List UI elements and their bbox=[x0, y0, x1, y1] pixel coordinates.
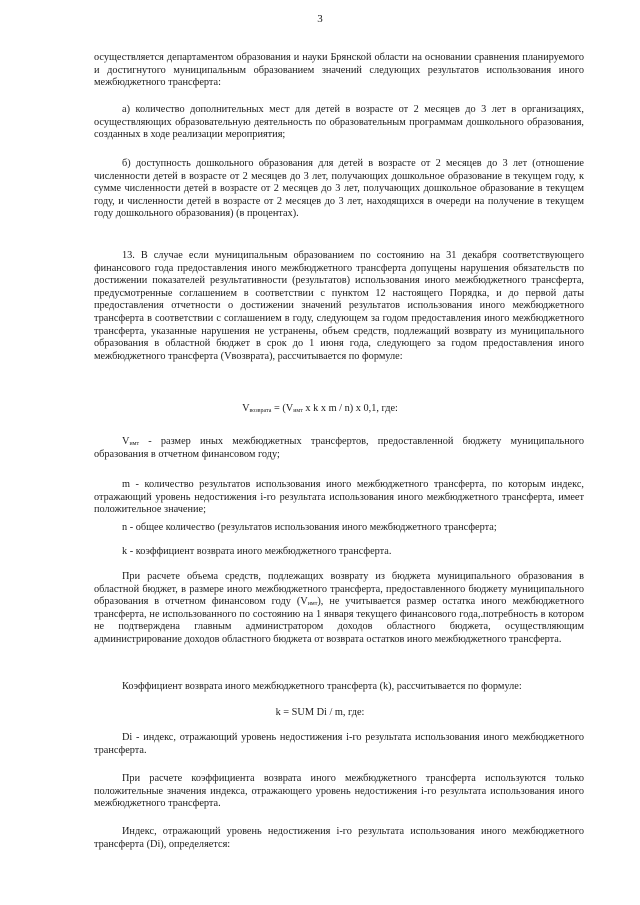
definition-di: Di - индекс, отражающий уровень недостижения i-го результата использования иного межбюджетного трансферта. bbox=[94, 732, 584, 756]
definition-n: n - общее количество (результатов использования иного межбюджетного трансферта; bbox=[122, 522, 497, 533]
paragraph-positive-values: При расчете коэффициента возврата иного межбюджетного трансферта используются только положительные значения индекса, отражающего уровень недостижения i-го результата использования иного межбюджетного трансферта. bbox=[94, 773, 584, 810]
definition-k: k - коэффициент возврата иного межбюджетного трансферта. bbox=[122, 546, 392, 557]
page-number: 3 bbox=[317, 13, 323, 25]
paragraph-index: Индекс, отражающий уровень недостижения i-го результата использования иного межбюджетного трансферта (Di), определяется: bbox=[94, 826, 584, 850]
formula-return-volume: $V_{возврата} = (V_{имт}$ x k x m / n) x 0,1, где: bbox=[242, 403, 398, 414]
definition-m: m - количество результатов использования иного межбюджетного трансферта, по которым индекс, отражающий уровень недостижения i-го результата использования иного межбюджетного трансферта, имеет положительное значение; bbox=[94, 479, 584, 516]
paragraph-item-b: б) доступность дошкольного образования для детей в возрасте от 2 месяцев до 3 лет (отношение численности детей в возрасте от 2 месяцев до 3 лет, получающих дошкольное образование в текущем году, к сумме численности детей в возрасте от 2 месяцев до 3 лет, получающих дошкольное образование в текущем году, и численности детей в возрасте от 2 месяцев до 3 лет, находящихся в очереди на получение в текущем году дошкольного образования) (в процентах). bbox=[94, 158, 584, 220]
paragraph-intro: осуществляется департаментом образования и науки Брянской области на основании сравнения планируемого и достигнутого муниципальным образованием значений следующих результатов использования иного межбюджетного трансферта: bbox=[94, 52, 584, 89]
paragraph-coefficient: Коэффициент возврата иного межбюджетного трансферта (k), рассчитывается по формуле: bbox=[122, 681, 522, 692]
paragraph-13: 13. В случае если муниципальным образованием по состоянию на 31 декабря соответствующего финансового года предоставления иного межбюджетного трансферта допущены нарушения обязательств по достижении показателей результативности (результатов) использования иного межбюджетного трансферта, предусмотренные соглашением в соответствии с пунктом 12 настоящего Порядка, и до первой даты предоставления отчетности о достижении значений результатов использования иного межбюджетного трансферта в соответствии с соглашением в году, следующем за годом предоставления иного межбюджетного трансферта, указанные нарушения не устранены, объем средств, подлежащий возврату из муниципального образования в областной бюджет в срок до 1 июня года, следующего за годом предоставления иного межбюджетного трансферта (Vвозврата), рассчитывается по формуле: bbox=[94, 250, 584, 362]
definition-v-imt: $V_{имт}$ - размер иных межбюджетных трансфертов, предоставленной бюджету муниципального образования в отчетном финансовом году; bbox=[94, 436, 584, 460]
paragraph-item-a: а) количество дополнительных мест для детей в возрасте от 2 месяцев до 3 лет в организациях, осуществляющих образовательную деятельность по образовательным программам дошкольного образования, созданных в ходе реализации мероприятия; bbox=[94, 104, 584, 141]
formula-coefficient: k = SUM Di / m, где: bbox=[275, 707, 365, 718]
paragraph-calculation: При расчете объема средств, подлежащих возврату из бюджета муниципального образования в областной бюджет, в размере иного межбюджетного трансферта, предоставленного бюджету муниципального образования в отчетном финансовом году $(V_{имт})$, не учитывается размер остатка иного межбюджетного трансферта, не использованного по состоянию на 1 января текущего финансового года,.потребность в котором не подтверждена главным администратором доходов областного бюджета, осуществляющим администрирование доходов областного бюджета от возврата остатков иного межбюджетного трансферта. bbox=[94, 571, 584, 645]
